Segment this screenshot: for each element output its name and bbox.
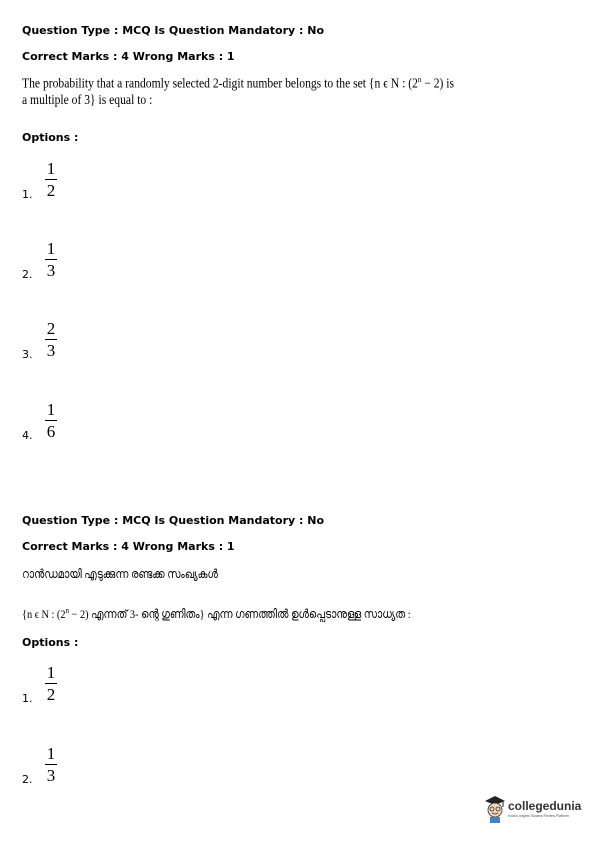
option-fraction	[44, 401, 58, 440]
question-2-text-line1: റാൻഡമായി എടുക്കുന്ന രണ്ടക്ക സംഖ്യകൾ	[22, 567, 218, 581]
option-number: 3.	[22, 348, 33, 361]
fraction-denominator: 3	[46, 766, 56, 785]
fraction-denominator: 2	[46, 181, 56, 200]
fraction-numerator: 1	[46, 744, 56, 763]
option-fraction	[44, 745, 58, 784]
fraction-bar	[45, 179, 57, 180]
question-1-text-line2: a multiple of 3} is equal to :	[22, 92, 153, 107]
option-number: 1.	[22, 188, 33, 201]
logo-tagline: India's largest Student Review Platform	[508, 814, 569, 818]
question-2-header: Question Type : MCQ Is Question Mandatory : No	[22, 514, 325, 527]
question-2-option-1[interactable]	[22, 664, 102, 714]
fraction-denominator: 3	[46, 261, 56, 280]
fraction-denominator: 6	[46, 422, 56, 441]
fraction-numerator: 2	[46, 319, 56, 338]
option-number: 2.	[22, 773, 33, 786]
fraction-denominator: 2	[46, 685, 56, 704]
fraction-numerator: 1	[46, 400, 56, 419]
question-1-options-label: Options :	[22, 131, 79, 144]
question-2-options-label: Options :	[22, 636, 79, 649]
option-fraction	[44, 320, 58, 359]
question-1-option-2[interactable]	[22, 240, 102, 290]
question-2-marks: Correct Marks : 4 Wrong Marks : 1	[22, 540, 235, 553]
question-1-marks: Correct Marks : 4 Wrong Marks : 1	[22, 50, 235, 63]
collegedunia-logo[interactable]	[483, 795, 583, 825]
question-2-option-2[interactable]	[22, 745, 102, 795]
fraction-bar	[45, 683, 57, 684]
option-fraction	[44, 160, 58, 199]
question-1-text-line1: The probability that a randomly selected 2-digit number belongs to the set {n ϵ N : $(2^n - 2)$ is	[22, 75, 455, 91]
fraction-bar	[45, 764, 57, 765]
fraction-numerator: 1	[46, 663, 56, 682]
question-1-option-4[interactable]	[22, 401, 102, 451]
option-fraction	[44, 240, 58, 279]
fraction-bar	[45, 420, 57, 421]
question-1-option-3[interactable]	[22, 320, 102, 370]
fraction-bar	[45, 339, 57, 340]
student-mascot-icon	[483, 795, 507, 823]
fraction-numerator: 1	[46, 239, 56, 258]
question-1-option-1[interactable]	[22, 160, 102, 210]
option-number: 1.	[22, 692, 33, 705]
question-2-text-line2: {n ϵ N : $(2^n - 2)$ എന്നത് 3- ന്റെ ഗുണിതം} എന്ന ഗണത്തിൽ ഉൾപ്പെടാനുള്ള സാധ്യത :	[22, 606, 411, 621]
fraction-bar	[45, 259, 57, 260]
fraction-denominator: 3	[46, 341, 56, 360]
option-number: 4.	[22, 429, 33, 442]
question-1-header: Question Type : MCQ Is Question Mandatory : No	[22, 24, 325, 37]
fraction-numerator: 1	[46, 159, 56, 178]
option-number: 2.	[22, 268, 33, 281]
logo-name: collegedunia	[508, 799, 582, 813]
option-fraction	[44, 664, 58, 703]
